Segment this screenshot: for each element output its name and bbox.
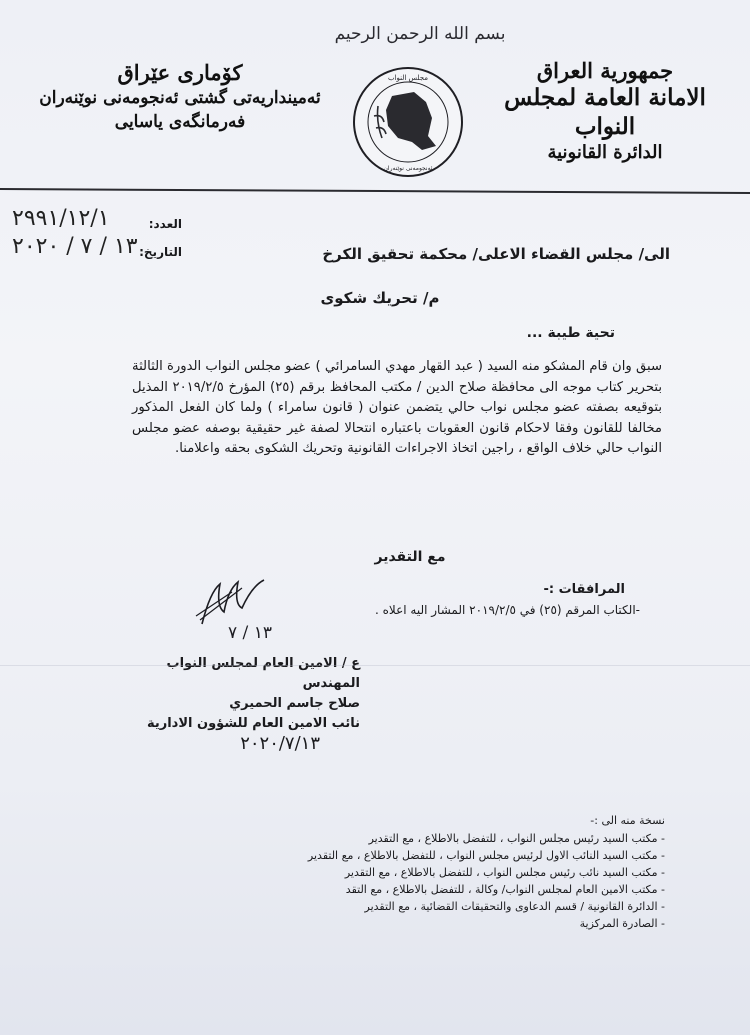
signature-date: ٢٠٢٠/٧/١٣	[240, 733, 320, 754]
copies-label: نسخة منه الى :-	[590, 814, 665, 827]
header-kurdish-department: فەرمانگەی یاسایی	[114, 112, 246, 133]
header-arabic-department: الدائرة القانونية	[547, 141, 663, 163]
copies-list	[308, 830, 665, 932]
recipient-line: الى/ مجلس القضاء الاعلى/ محكمة تحقيق الكرخ	[322, 245, 670, 263]
closing: مع التقدير	[374, 549, 446, 565]
attachments-label: المرافقات :-	[543, 582, 625, 597]
reference-date-value: ١٣ / ٧ / ٢٠٢٠	[12, 234, 138, 259]
copies-item: - الصادرة المركزية	[579, 917, 665, 930]
seal-top-text: مجلس النواب	[387, 74, 429, 82]
signature-block	[147, 654, 360, 754]
reference-date-label: التاريخ:	[139, 245, 182, 259]
signature-title: المهندس	[302, 676, 360, 691]
attachment-item: -الكتاب المرقم (٢٥) في ٢٠١٩/٢/٥ المشار اليه اعلاه .	[375, 603, 640, 617]
header-arabic-institution: الامانة العامة لمجلس النواب	[504, 84, 706, 140]
copies-item: - مكتب السيد رئيس مجلس النواب ، للتفضل بالاطلاع ، مع التقدير	[368, 832, 665, 845]
handwritten-signature	[172, 572, 282, 642]
parliament-seal-icon	[352, 66, 464, 178]
seal-bottom-text: ئەنجومەنی نوێنەران	[383, 165, 433, 172]
greeting: تحية طيبة ...	[526, 325, 615, 341]
signature-position: نائب الامين العام للشؤون الادارية	[146, 716, 360, 731]
copies-item: - مكتب السيد النائب الاول لرئيس مجلس النواب ، للتفضل بالاطلاع ، مع التقدير	[307, 849, 665, 862]
signature-name: صلاح جاسم الحميري	[229, 696, 360, 711]
header-arabic	[500, 58, 710, 164]
subject-line: م/ تحريك شكوى	[320, 289, 440, 307]
header-kurdish-institution: ئەمینداریەتی گشتی ئەنجومەنی نوێنەران	[39, 88, 321, 109]
header-kurdish-country: كۆماری عێراق	[117, 60, 243, 85]
reference-number-label: العدد:	[148, 217, 182, 231]
header-kurdish	[30, 58, 330, 135]
paper-fold-line	[0, 665, 750, 666]
copies-item: - مكتب الامين العام لمجلس النواب/ وكالة ، للتفضل بالاطلاع ، مع التقد	[345, 883, 665, 896]
header-divider	[0, 188, 750, 194]
reference-block	[12, 203, 182, 259]
letter-body: سبق وان قام المشكو منه السيد ( عبد القهار مهدي السامرائي ) عضو مجلس النواب الدورة الثالثة بتحرير كتاب موجه الى محافظة صلاح الدين / مكتب المحافظ برقم (٢٥) المؤرخ ٢٠١٩/٢/٥ المذيل بتوقيعه بصفته عضو مجلس نواب حالي يتضمن عنوان ( قانون سامراء ) ولما كان الفعل المذكور مخالفا للقانون وفقا لاحكام قانون العقوبات باعتباره انتحالا لصفة غير حقيقية بوصفه عضو مجلس النواب حالي خلاف الواقع ، راجين اتخاذ الاجراءات القانونية وتحريك الشكوى بحقه واعلامنا.	[132, 359, 662, 456]
signature-on-behalf: ع / الامين العام لمجلس النواب	[166, 656, 360, 671]
copies-item: - الدائرة القانونية / قسم الدعاوى والتحقيقات القضائية ، مع التقدير	[364, 900, 665, 913]
copies-item: - مكتب السيد نائب رئيس مجلس النواب ، للتفضل بالاطلاع ، مع التقدير	[344, 866, 665, 879]
basmala: بسم الله الرحمن الرحيم	[334, 24, 506, 44]
signature-initials: ١٣ / ٧	[228, 623, 272, 642]
header-arabic-country: جمهورية العراق	[536, 58, 674, 83]
reference-number-value: ٢٩٩١/١٢/١	[12, 206, 110, 231]
